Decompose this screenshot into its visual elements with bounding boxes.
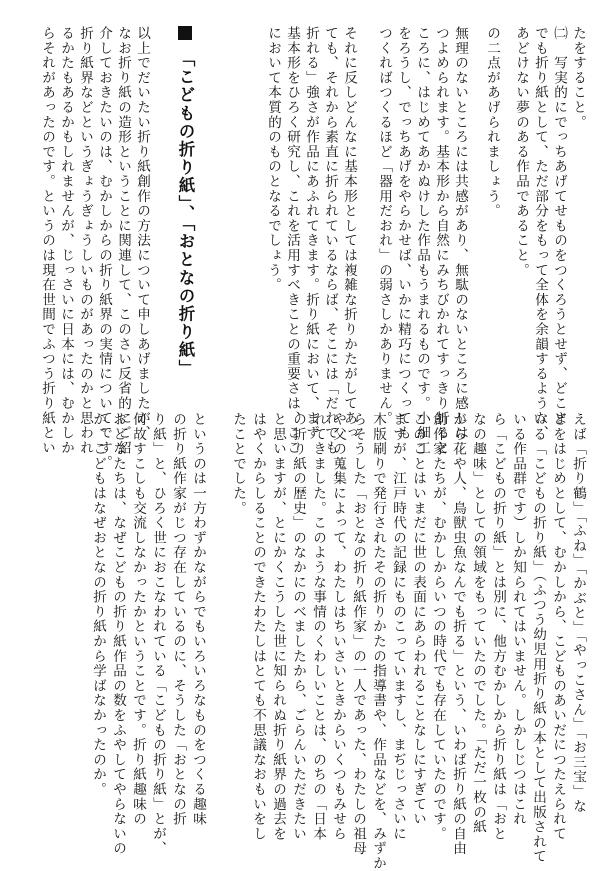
text-column: いる作品群です）しか知られてはいません。しかしじつはこれ — [510, 412, 526, 827]
text-column: それに反しどんなに基本形としては複雑な折りかたがしてあっ — [341, 26, 357, 441]
text-column: か。こどもはなぜおとなの折り紙から学ばなかったのか。 — [90, 412, 106, 797]
square-bullet-icon — [178, 26, 192, 40]
text-column: どをはじめとして、むかしから、こどものあいだにつたえられて — [550, 412, 566, 842]
text-column: はやくからしることのできたわたしはとても不思議なおもいをし — [250, 412, 266, 842]
section-heading-text: 「こどもの折り紙」、「おとなの折り紙」 — [176, 50, 195, 378]
text-column: らそうした「おとなの折り紙作家」の一人であった、わたしの祖母 — [350, 412, 366, 856]
text-column: 折れる」強さが作品にあふれてきます。折り紙において、まず — [303, 26, 319, 441]
text-column: 基本形をひろく研究し、これを活用すべきことの重要さは、ここ — [284, 26, 300, 456]
text-column: らそれがあったのです。というのは現在世間でふつう折り紙とい — [39, 26, 55, 456]
text-column: れてきました。このような事情のくわしいことは、のちの「日本 — [310, 412, 326, 842]
text-column: ら「こどもの折り紙」とは別に、他方むかしから折り紙は「おと — [490, 412, 506, 842]
text-column: 折り紙界などというぎょうぎょうしいものがあったのかと思われ — [77, 26, 93, 456]
text-column: 介しておきたいのは、むかしからの折り紙界の実情についてです。 — [96, 26, 112, 470]
text-column: ころに、はじめてあかぬけした作品もうまれるものです。小細工 — [414, 26, 430, 456]
text-column: 以上でだいたい折り紙創作の方法について申しあげましたが、 — [134, 26, 150, 441]
text-column: 木版刷りで発行されたその折りかたの指導書や、作品などを、みずか — [370, 412, 386, 871]
text-column: の折り紙作家がじつ存在しているのに、そうした「おとなの折 — [170, 412, 186, 827]
text-column: あどけない夢のある作品であること。 — [513, 26, 529, 278]
text-column: り紙」と、ひろく世におこなわれている「こどもの折り紙」とが、 — [150, 412, 166, 856]
text-column: ㈡ 写実的にでっちあげてせものをつくろうとせず、どこま — [551, 26, 567, 426]
text-column: をろうし、でっちあげをやらかせば、いかに精巧につくっても — [395, 26, 411, 441]
text-column: つよめられます。基本形から自然にみちびかれてすっきり折ると — [433, 26, 449, 456]
text-column: なお折り紙の造形ということに関連して、このさい反省的にご紹 — [115, 26, 131, 456]
text-column: でも折り紙として、ただ部分をもって全体を余韻するような、 — [532, 26, 548, 441]
text-column: ますが、江戸時代の記録にものこっていますし、まぢじっさいに — [390, 412, 406, 842]
text-column: たをすること。 — [570, 26, 586, 130]
text-column: の二点があげられましょう。 — [484, 26, 500, 219]
text-column: から花や人、鳥獣虫魚なんでも折る」という、いわば折り紙の自由 — [450, 412, 466, 856]
text-column: つくればつくるほど「器用だおれ」の弱さしかありません。 — [376, 26, 392, 426]
text-column: いる「こどもの折り紙」（ふつう幼児用折り紙の本として出版されて — [530, 412, 546, 864]
text-column: 無理のないところには共感があり、無駄のないところに感じは — [452, 26, 468, 441]
text-column: ても、それから素直に折られているならば、そこには「だれでも — [322, 26, 338, 456]
text-column: や父の蒐集によって、わたしはちいさいときからいくつもみせら — [330, 412, 346, 842]
text-column: というのは一方わずかながらでもいろいろなものをつくる趣味 — [190, 412, 206, 827]
text-column: このことはいまだに世の表面にあらわれることなしにすぎてい — [410, 412, 426, 827]
text-column: 創作家たちが、むかしからいつの時代でも存在していたのです。 — [430, 412, 446, 842]
section-heading — [169, 26, 201, 377]
text-column: と思いますが、とにかくこうした世に知られぬ折り紙界の過去を — [270, 412, 286, 842]
text-column: なの趣味」としての領域をもっていたのでした。「ただ一枚の紙 — [470, 412, 486, 835]
text-column: の折り紙の歴史」のなかにのべましたから、ごらんいただきたい — [290, 412, 306, 842]
text-column: において本質的のものとなるでしょう。 — [265, 26, 281, 293]
text-column: 何故すこしも交流しなかったかということです。折り紙趣味の — [130, 412, 146, 827]
text-column: るかたもあるかもしれませんが、じっさいに日本には、むかしか — [58, 26, 74, 456]
text-column: えば「折り鶴」「ふね」「かぶと」「やっこさん」「お三宝」な — [570, 412, 586, 814]
text-column: たことでした。 — [230, 412, 246, 516]
text-column: おとなたちは、なぜこどもの折り紙作品の数をふやしてやらないの — [110, 412, 126, 856]
